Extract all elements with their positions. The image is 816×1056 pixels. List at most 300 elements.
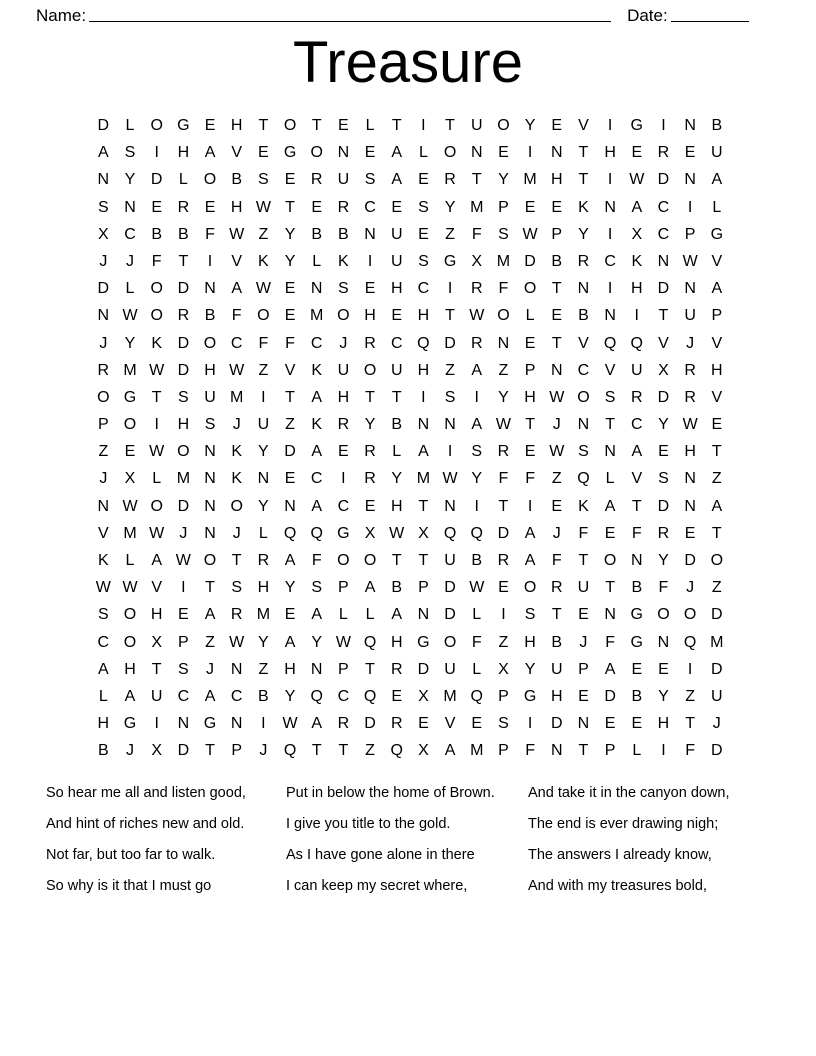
grid-cell[interactable]: N (604, 307, 616, 325)
grid-cell[interactable]: N (577, 280, 590, 298)
grid-cell[interactable]: Q (683, 633, 697, 651)
grid-cell[interactable]: X (471, 252, 483, 270)
grid-cell[interactable]: A (151, 552, 163, 569)
grid-cell[interactable]: E (311, 198, 323, 216)
grid-cell[interactable]: I (607, 225, 613, 243)
grid-cell[interactable]: C (337, 687, 350, 705)
grid-cell[interactable]: U (711, 144, 723, 162)
grid-cell[interactable]: W (175, 552, 191, 569)
grid-cell[interactable]: S (178, 660, 189, 678)
grid-cell[interactable]: N (97, 307, 110, 325)
grid-cell[interactable]: N (657, 252, 670, 270)
grid-cell[interactable]: L (392, 443, 402, 461)
grid-cell[interactable]: F (151, 252, 162, 270)
grid-cell[interactable]: E (258, 144, 269, 162)
grid-cell[interactable]: D (684, 552, 696, 569)
grid-cell[interactable]: B (311, 225, 323, 243)
grid-cell[interactable]: N (310, 280, 323, 298)
grid-cell[interactable]: R (337, 198, 350, 216)
grid-cell[interactable]: E (684, 524, 696, 542)
grid-cell[interactable]: E (124, 443, 136, 461)
grid-cell[interactable]: E (338, 443, 349, 461)
grid-cell[interactable]: I (447, 443, 453, 461)
grid-cell[interactable]: A (204, 144, 216, 162)
grid-cell[interactable]: K (631, 252, 643, 270)
grid-cell[interactable]: V (604, 361, 616, 379)
grid-cell[interactable]: M (496, 252, 511, 270)
grid-cell[interactable]: Y (578, 225, 589, 243)
grid-cell[interactable]: B (231, 171, 243, 189)
grid-cell[interactable]: J (259, 742, 268, 760)
grid-cell[interactable]: M (523, 171, 537, 189)
grid-cell[interactable]: R (337, 416, 350, 434)
grid-cell[interactable]: D (364, 715, 376, 733)
grid-cell[interactable]: B (258, 687, 269, 705)
grid-cell[interactable]: T (498, 497, 509, 515)
grid-cell[interactable]: R (630, 388, 643, 406)
grid-cell[interactable]: F (471, 633, 482, 651)
grid-cell[interactable]: H (204, 361, 216, 379)
grid-cell[interactable]: J (126, 252, 134, 270)
grid-cell[interactable]: E (418, 171, 429, 189)
grid-cell[interactable]: C (604, 252, 616, 270)
grid-cell[interactable]: L (98, 687, 108, 705)
grid-cell[interactable]: J (99, 334, 108, 352)
grid-cell[interactable]: O (577, 388, 590, 406)
grid-cell[interactable]: T (151, 388, 162, 406)
grid-cell[interactable]: N (684, 171, 696, 189)
grid-cell[interactable]: E (418, 715, 429, 733)
grid-cell[interactable]: N (97, 171, 110, 189)
grid-cell[interactable]: N (684, 470, 696, 488)
grid-cell[interactable]: T (631, 497, 642, 515)
grid-cell[interactable]: O (123, 416, 137, 434)
grid-cell[interactable]: H (97, 715, 110, 733)
grid-cell[interactable]: I (447, 280, 453, 298)
grid-cell[interactable]: G (283, 144, 297, 162)
grid-cell[interactable]: U (444, 552, 456, 569)
grid-cell[interactable]: R (684, 388, 696, 406)
grid-cell[interactable]: A (204, 606, 216, 624)
grid-cell[interactable]: L (258, 524, 268, 542)
grid-cell[interactable]: Q (577, 470, 590, 488)
grid-cell[interactable]: X (418, 687, 429, 705)
grid-cell[interactable]: L (605, 470, 615, 488)
grid-cell[interactable]: A (711, 171, 723, 189)
grid-cell[interactable]: V (658, 334, 669, 352)
grid-cell[interactable]: F (285, 334, 295, 352)
grid-cell[interactable]: N (257, 470, 270, 488)
grid-cell[interactable]: T (205, 579, 215, 597)
grid-cell[interactable]: U (470, 117, 483, 134)
grid-cell[interactable]: E (178, 606, 189, 624)
grid-cell[interactable]: N (550, 742, 563, 760)
grid-cell[interactable]: O (203, 171, 217, 189)
grid-cell[interactable]: T (551, 334, 562, 352)
grid-cell[interactable]: K (311, 361, 323, 379)
grid-cell[interactable]: X (658, 361, 669, 379)
grid-cell[interactable]: B (471, 552, 483, 569)
grid-cell[interactable]: C (124, 225, 136, 243)
grid-cell[interactable]: N (604, 443, 616, 461)
grid-cell[interactable]: L (125, 117, 135, 134)
grid-cell[interactable]: O (523, 579, 537, 597)
grid-cell[interactable]: T (578, 144, 589, 162)
grid-cell[interactable]: N (550, 361, 563, 379)
grid-cell[interactable]: F (551, 552, 562, 569)
grid-cell[interactable]: P (498, 742, 509, 760)
grid-cell[interactable]: S (418, 252, 429, 270)
grid-cell[interactable]: O (123, 606, 137, 624)
grid-cell[interactable]: V (231, 252, 243, 270)
grid-cell[interactable]: V (578, 334, 589, 352)
grid-cell[interactable]: W (122, 497, 138, 515)
grid-cell[interactable]: E (418, 225, 429, 243)
grid-cell[interactable]: L (338, 606, 348, 624)
grid-cell[interactable]: D (444, 606, 456, 624)
grid-cell[interactable]: C (657, 198, 670, 216)
grid-cell[interactable]: V (151, 579, 163, 597)
grid-cell[interactable]: E (658, 660, 669, 678)
grid-cell[interactable]: D (711, 606, 723, 624)
grid-cell[interactable]: R (364, 443, 376, 461)
grid-cell[interactable]: U (337, 361, 350, 379)
grid-cell[interactable]: F (631, 524, 642, 542)
grid-cell[interactable]: E (684, 144, 696, 162)
grid-cell[interactable]: T (365, 388, 375, 406)
grid-cell[interactable]: E (338, 117, 349, 134)
grid-cell[interactable]: T (605, 416, 615, 434)
grid-cell[interactable]: T (338, 742, 349, 760)
grid-cell[interactable]: U (390, 252, 403, 270)
grid-cell[interactable]: R (657, 144, 670, 162)
grid-cell[interactable]: V (444, 715, 456, 733)
grid-cell[interactable]: H (257, 579, 270, 597)
grid-cell[interactable]: O (683, 606, 697, 624)
grid-cell[interactable]: S (338, 280, 349, 298)
grid-cell[interactable]: W (282, 715, 298, 733)
grid-cell[interactable]: L (125, 280, 135, 298)
grid-cell[interactable]: W (255, 198, 271, 216)
grid-cell[interactable]: D (657, 280, 670, 298)
grid-cell[interactable]: P (178, 633, 189, 651)
grid-cell[interactable]: E (578, 687, 589, 705)
grid-cell[interactable]: K (578, 497, 589, 515)
grid-cell[interactable]: A (98, 660, 109, 678)
grid-cell[interactable]: B (338, 225, 349, 243)
date-write-in-line[interactable] (671, 8, 749, 22)
grid-cell[interactable]: O (497, 307, 510, 325)
grid-cell[interactable]: Q (283, 524, 297, 542)
grid-cell[interactable]: T (285, 388, 295, 406)
grid-cell[interactable]: R (364, 334, 376, 352)
grid-cell[interactable]: A (284, 633, 296, 651)
grid-cell[interactable]: N (364, 225, 376, 243)
grid-cell[interactable]: P (338, 579, 349, 597)
grid-cell[interactable]: Y (444, 198, 456, 216)
grid-cell[interactable]: D (604, 687, 616, 705)
grid-cell[interactable]: T (445, 307, 455, 325)
grid-cell[interactable]: C (337, 497, 350, 515)
grid-cell[interactable]: W (469, 307, 485, 325)
grid-cell[interactable]: Y (124, 334, 136, 352)
grid-cell[interactable]: S (658, 470, 669, 488)
grid-cell[interactable]: E (284, 470, 296, 488)
grid-cell[interactable]: C (230, 687, 243, 705)
grid-cell[interactable]: U (337, 171, 350, 189)
grid-cell[interactable]: O (257, 307, 270, 325)
grid-cell[interactable]: D (657, 171, 670, 189)
grid-cell[interactable]: N (684, 117, 696, 134)
grid-cell[interactable]: N (550, 144, 563, 162)
grid-cell[interactable]: O (150, 117, 163, 134)
grid-cell[interactable]: M (176, 470, 191, 488)
grid-cell[interactable]: P (524, 361, 536, 379)
grid-cell[interactable]: O (603, 552, 617, 569)
grid-cell[interactable]: W (229, 225, 245, 243)
grid-cell[interactable]: S (98, 606, 109, 624)
grid-cell[interactable]: L (365, 606, 375, 624)
grid-cell[interactable]: I (261, 388, 266, 406)
grid-cell[interactable]: T (311, 742, 322, 760)
grid-cell[interactable]: S (124, 144, 136, 162)
grid-cell[interactable]: N (684, 280, 696, 298)
grid-cell[interactable]: D (97, 117, 110, 134)
grid-cell[interactable]: Z (711, 470, 722, 488)
grid-cell[interactable]: J (579, 633, 588, 651)
grid-cell[interactable]: N (577, 715, 590, 733)
grid-cell[interactable]: F (311, 552, 322, 569)
grid-cell[interactable]: L (418, 144, 428, 162)
grid-cell[interactable]: M (710, 633, 724, 651)
grid-cell[interactable]: E (578, 606, 589, 624)
grid-cell[interactable]: O (337, 552, 350, 569)
grid-cell[interactable]: R (657, 524, 670, 542)
grid-cell[interactable]: L (632, 742, 642, 760)
grid-cell[interactable]: Y (524, 660, 536, 678)
grid-cell[interactable]: Z (258, 225, 269, 243)
grid-cell[interactable]: O (310, 144, 323, 162)
grid-cell[interactable]: E (631, 715, 643, 733)
grid-cell[interactable]: E (284, 280, 296, 298)
grid-cell[interactable]: O (150, 307, 163, 325)
grid-cell[interactable]: O (150, 280, 163, 298)
grid-cell[interactable]: M (416, 470, 431, 488)
grid-cell[interactable]: S (604, 388, 616, 406)
grid-cell[interactable]: I (341, 470, 346, 488)
grid-cell[interactable]: P (604, 742, 616, 760)
grid-cell[interactable]: E (551, 117, 563, 134)
grid-cell[interactable]: K (151, 334, 163, 352)
grid-cell[interactable]: F (498, 280, 509, 298)
grid-cell[interactable]: Y (284, 225, 296, 243)
grid-cell[interactable]: Z (258, 361, 269, 379)
grid-cell[interactable]: I (687, 198, 693, 216)
grid-cell[interactable]: C (177, 687, 190, 705)
grid-cell[interactable]: N (497, 334, 510, 352)
grid-cell[interactable]: Y (284, 579, 296, 597)
grid-cell[interactable]: E (364, 280, 376, 298)
grid-cell[interactable]: T (658, 307, 669, 325)
grid-cell[interactable]: B (151, 225, 163, 243)
grid-cell[interactable]: I (367, 252, 373, 270)
grid-cell[interactable]: W (682, 252, 698, 270)
grid-cell[interactable]: A (631, 198, 643, 216)
grid-cell[interactable]: Z (711, 579, 722, 597)
grid-cell[interactable]: P (578, 660, 589, 678)
grid-cell[interactable]: V (98, 524, 109, 542)
grid-cell[interactable]: E (364, 144, 376, 162)
grid-cell[interactable]: X (631, 225, 643, 243)
grid-cell[interactable]: A (311, 606, 323, 624)
grid-cell[interactable]: J (232, 524, 241, 542)
grid-cell[interactable]: E (284, 307, 296, 325)
grid-cell[interactable]: J (686, 334, 695, 352)
grid-cell[interactable]: R (577, 252, 590, 270)
grid-cell[interactable]: A (524, 524, 536, 542)
grid-cell[interactable]: A (124, 687, 136, 705)
grid-cell[interactable]: F (525, 470, 535, 488)
grid-cell[interactable]: P (684, 225, 696, 243)
grid-cell[interactable]: W (549, 443, 565, 461)
grid-cell[interactable]: O (363, 552, 377, 569)
grid-cell[interactable]: E (391, 198, 403, 216)
grid-cell[interactable]: D (177, 497, 190, 515)
grid-cell[interactable]: R (470, 280, 483, 298)
grid-cell[interactable]: S (258, 171, 269, 189)
grid-cell[interactable]: S (498, 225, 509, 243)
grid-cell[interactable]: I (527, 497, 533, 515)
grid-cell[interactable]: H (550, 171, 563, 189)
grid-cell[interactable]: B (578, 307, 589, 325)
grid-cell[interactable]: S (578, 443, 589, 461)
grid-cell[interactable]: H (124, 660, 136, 678)
grid-cell[interactable]: V (578, 117, 589, 134)
grid-cell[interactable]: K (338, 252, 349, 270)
grid-cell[interactable]: Y (258, 443, 269, 461)
grid-cell[interactable]: Q (443, 524, 457, 542)
grid-cell[interactable]: G (177, 117, 190, 134)
grid-cell[interactable]: E (204, 117, 216, 134)
grid-cell[interactable]: D (284, 443, 296, 461)
grid-cell[interactable]: E (471, 715, 483, 733)
grid-cell[interactable]: H (417, 307, 430, 325)
grid-cell[interactable]: Z (551, 470, 562, 488)
grid-cell[interactable]: U (630, 361, 643, 379)
grid-cell[interactable]: R (497, 443, 510, 461)
grid-cell[interactable]: X (151, 633, 163, 651)
grid-cell[interactable]: Q (363, 687, 377, 705)
grid-cell[interactable]: C (390, 334, 403, 352)
grid-cell[interactable]: O (283, 117, 297, 134)
grid-cell[interactable]: Y (658, 416, 669, 434)
grid-cell[interactable]: S (231, 579, 243, 597)
grid-cell[interactable]: A (711, 280, 723, 298)
grid-cell[interactable]: F (525, 742, 535, 760)
grid-cell[interactable]: X (364, 524, 376, 542)
grid-cell[interactable]: D (711, 742, 723, 760)
grid-cell[interactable]: K (231, 443, 243, 461)
grid-cell[interactable]: N (417, 416, 430, 434)
grid-cell[interactable]: A (391, 144, 403, 162)
grid-cell[interactable]: D (177, 361, 190, 379)
grid-cell[interactable]: V (231, 144, 243, 162)
grid-cell[interactable]: B (631, 579, 643, 597)
grid-cell[interactable]: I (527, 144, 533, 162)
grid-cell[interactable]: C (310, 334, 323, 352)
grid-cell[interactable]: Z (498, 633, 509, 651)
grid-cell[interactable]: N (177, 715, 190, 733)
grid-cell[interactable]: T (178, 252, 189, 270)
grid-cell[interactable]: Y (391, 470, 403, 488)
grid-cell[interactable]: O (203, 334, 217, 352)
grid-cell[interactable]: T (311, 117, 322, 134)
grid-cell[interactable]: G (337, 524, 350, 542)
grid-cell[interactable]: X (418, 524, 429, 542)
grid-cell[interactable]: A (311, 388, 323, 406)
grid-cell[interactable]: D (444, 334, 456, 352)
grid-cell[interactable]: N (630, 552, 643, 569)
grid-cell[interactable]: T (231, 552, 242, 569)
grid-cell[interactable]: N (444, 497, 456, 515)
grid-cell[interactable]: H (711, 361, 723, 379)
grid-cell[interactable]: B (551, 633, 563, 651)
grid-cell[interactable]: T (605, 579, 615, 597)
grid-cell[interactable]: T (258, 117, 269, 134)
grid-cell[interactable]: I (607, 280, 613, 298)
grid-cell[interactable]: A (471, 416, 483, 434)
grid-cell[interactable]: F (231, 307, 242, 325)
grid-cell[interactable]: B (711, 117, 723, 134)
grid-cell[interactable]: W (469, 579, 485, 597)
grid-cell[interactable]: N (310, 660, 323, 678)
grid-cell[interactable]: D (657, 497, 670, 515)
grid-cell[interactable]: I (687, 660, 693, 678)
grid-cell[interactable]: Z (498, 361, 509, 379)
grid-cell[interactable]: O (230, 497, 243, 515)
grid-cell[interactable]: M (443, 687, 457, 705)
grid-cell[interactable]: G (523, 687, 537, 705)
grid-cell[interactable]: S (418, 198, 429, 216)
grid-cell[interactable]: G (123, 388, 137, 406)
grid-cell[interactable]: E (631, 144, 643, 162)
grid-cell[interactable]: U (711, 687, 723, 705)
grid-cell[interactable]: G (630, 633, 643, 651)
grid-cell[interactable]: S (471, 443, 483, 461)
grid-cell[interactable]: M (123, 524, 137, 542)
grid-cell[interactable]: G (630, 606, 643, 624)
grid-cell[interactable]: T (151, 660, 162, 678)
grid-cell[interactable]: L (125, 552, 135, 569)
grid-cell[interactable]: F (258, 334, 269, 352)
grid-cell[interactable]: F (578, 524, 589, 542)
grid-cell[interactable]: R (177, 198, 190, 216)
grid-cell[interactable]: J (339, 334, 348, 352)
grid-cell[interactable]: P (231, 742, 243, 760)
grid-cell[interactable]: I (207, 252, 213, 270)
grid-cell[interactable]: H (524, 633, 536, 651)
grid-cell[interactable]: E (551, 497, 563, 515)
grid-cell[interactable]: I (421, 117, 426, 134)
grid-cell[interactable]: I (474, 388, 479, 406)
grid-cell[interactable]: E (551, 307, 563, 325)
grid-cell[interactable]: A (231, 280, 243, 298)
grid-cell[interactable]: T (578, 171, 589, 189)
grid-cell[interactable]: N (204, 280, 216, 298)
grid-cell[interactable]: G (630, 117, 643, 134)
grid-cell[interactable]: T (445, 117, 455, 134)
name-write-in-line[interactable] (89, 8, 611, 22)
